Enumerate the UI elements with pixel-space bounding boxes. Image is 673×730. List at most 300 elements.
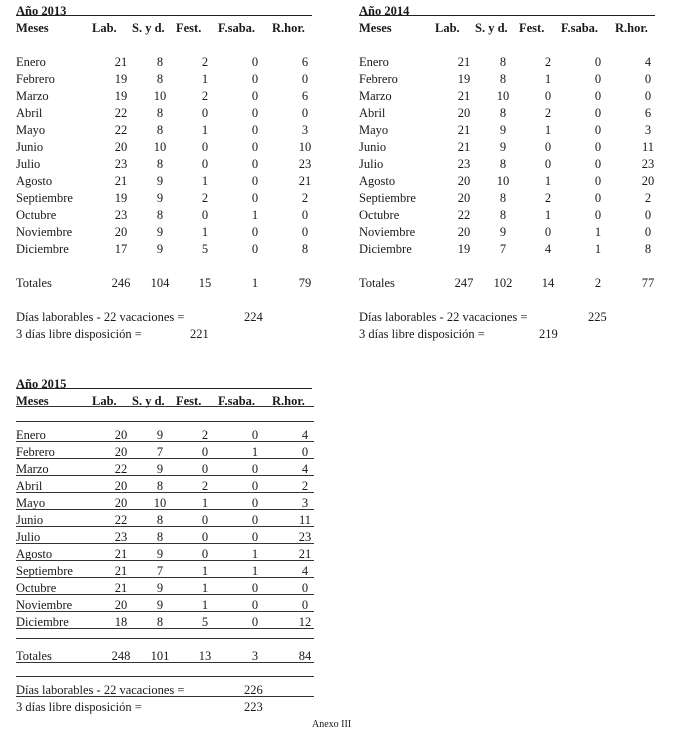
cell-fest: 0 (201, 530, 209, 544)
cell-syd: 8 (499, 72, 507, 86)
cell-fest: 1 (201, 72, 209, 86)
month-name: Junio (16, 513, 44, 527)
cell-fest: 1 (544, 208, 552, 222)
cell-syd: 8 (499, 106, 507, 120)
column-header: Fest. (176, 394, 202, 408)
cell-fest: 0 (201, 208, 209, 222)
cell-lab: 20 (457, 174, 471, 188)
cell-syd: 10 (153, 89, 167, 103)
cell-lab: 21 (114, 55, 128, 69)
cell-fsab: 0 (251, 72, 259, 86)
cell-rhor: 0 (301, 106, 309, 120)
cell-fsab: 0 (251, 479, 259, 493)
cell-fest: 0 (201, 445, 209, 459)
total-fsab: 2 (594, 276, 602, 290)
cell-fest: 4 (544, 242, 552, 256)
month-name: Abril (16, 479, 43, 493)
total-syd: 104 (150, 276, 170, 290)
cell-fest: 0 (201, 513, 209, 527)
month-name: Agosto (359, 174, 396, 188)
cell-syd: 9 (156, 581, 164, 595)
cell-syd: 9 (156, 547, 164, 561)
month-name: Junio (16, 140, 44, 154)
cell-lab: 22 (114, 123, 128, 137)
totals-label: Totales (16, 276, 52, 290)
cell-syd: 7 (156, 564, 164, 578)
summary-value: 223 (244, 700, 263, 714)
column-header: S. y d. (132, 394, 165, 408)
cell-fsab: 0 (594, 140, 602, 154)
cell-syd: 8 (156, 513, 164, 527)
cell-syd: 9 (156, 598, 164, 612)
cell-rhor: 0 (301, 208, 309, 222)
row-rule (16, 560, 314, 561)
cell-rhor: 4 (301, 462, 309, 476)
cell-syd: 8 (499, 55, 507, 69)
cell-fsab: 0 (594, 157, 602, 171)
cell-rhor: 3 (644, 123, 652, 137)
month-name: Octubre (359, 208, 400, 222)
cell-rhor: 23 (298, 530, 312, 544)
cell-fsab: 0 (594, 55, 602, 69)
table-row (16, 55, 316, 72)
summary-value: 221 (190, 327, 209, 341)
row-rule (16, 628, 314, 629)
cell-rhor: 4 (301, 564, 309, 578)
cell-rhor: 0 (644, 72, 652, 86)
table-row (16, 225, 316, 242)
table-row (16, 208, 316, 225)
cell-rhor: 23 (298, 157, 312, 171)
cell-fest: 1 (201, 174, 209, 188)
table-row (16, 547, 316, 564)
column-header: Meses (16, 394, 49, 408)
table-row (359, 242, 659, 259)
cell-lab: 20 (114, 428, 128, 442)
cell-rhor: 21 (298, 174, 312, 188)
summary-value: 225 (588, 310, 607, 324)
totals-rule (16, 676, 314, 677)
year-title: Año 2013 (16, 4, 67, 18)
table-row (16, 242, 316, 259)
year-title: Año 2014 (359, 4, 410, 18)
column-header: F.saba. (561, 21, 599, 35)
cell-lab: 21 (114, 547, 128, 561)
totals-label: Totales (359, 276, 395, 290)
cell-syd: 9 (499, 123, 507, 137)
cell-fest: 2 (201, 428, 209, 442)
summary-label: 3 días libre disposición = (16, 327, 142, 341)
table-row (16, 615, 316, 632)
cell-lab: 23 (114, 157, 128, 171)
cell-lab: 21 (457, 140, 471, 154)
cell-rhor: 4 (301, 428, 309, 442)
column-header: F.saba. (218, 394, 256, 408)
cell-fsab: 0 (594, 89, 602, 103)
cell-syd: 8 (156, 479, 164, 493)
cell-lab: 20 (457, 191, 471, 205)
totals-row (16, 276, 316, 293)
cell-fest: 0 (544, 157, 552, 171)
month-name: Mayo (359, 123, 389, 137)
annex-footer: Anexo III (312, 719, 352, 730)
total-lab: 247 (454, 276, 474, 290)
table-row (16, 513, 316, 530)
cell-fest: 2 (201, 55, 209, 69)
cell-rhor: 6 (301, 89, 309, 103)
cell-syd: 7 (499, 242, 507, 256)
month-name: Abril (16, 106, 43, 120)
month-name: Febrero (16, 445, 55, 459)
column-header: Lab. (92, 21, 117, 35)
cell-fest: 2 (201, 479, 209, 493)
summary-label: Días laborables - 22 vacaciones = (359, 310, 528, 324)
cell-lab: 22 (114, 513, 128, 527)
total-lab: 246 (111, 276, 131, 290)
cell-fsab: 0 (251, 140, 259, 154)
table-row (16, 530, 316, 547)
header-rule (16, 421, 314, 422)
cell-rhor: 2 (301, 191, 309, 205)
cell-fest: 1 (201, 496, 209, 510)
cell-rhor: 6 (301, 55, 309, 69)
cell-fest: 1 (201, 581, 209, 595)
cell-rhor: 21 (298, 547, 312, 561)
cell-rhor: 12 (298, 615, 312, 629)
cell-syd: 9 (499, 225, 507, 239)
month-name: Enero (359, 55, 389, 69)
cell-fsab: 0 (251, 242, 259, 256)
cell-fest: 0 (544, 225, 552, 239)
total-rhor: 84 (298, 649, 312, 663)
cell-fest: 0 (201, 140, 209, 154)
cell-fsab: 0 (594, 174, 602, 188)
month-name: Mayo (16, 496, 46, 510)
cell-lab: 23 (457, 157, 471, 171)
cell-rhor: 2 (644, 191, 652, 205)
cell-lab: 18 (114, 615, 128, 629)
cell-fsab: 0 (251, 530, 259, 544)
cell-fsab: 0 (594, 191, 602, 205)
cell-syd: 9 (499, 140, 507, 154)
cell-rhor: 0 (644, 225, 652, 239)
row-rule (16, 543, 314, 544)
cell-lab: 22 (457, 208, 471, 222)
cell-rhor: 20 (641, 174, 655, 188)
cell-fest: 0 (201, 547, 209, 561)
column-header: Lab. (92, 394, 117, 408)
cell-fest: 5 (201, 615, 209, 629)
table-row (16, 106, 316, 123)
table-row (359, 89, 659, 106)
cell-lab: 22 (114, 106, 128, 120)
year-table (16, 377, 316, 722)
month-name: Julio (16, 157, 41, 171)
total-rhor: 77 (641, 276, 655, 290)
month-name: Noviembre (16, 598, 73, 612)
cell-fsab: 0 (251, 157, 259, 171)
row-rule (16, 509, 314, 510)
cell-lab: 19 (114, 191, 128, 205)
cell-fsab: 0 (594, 72, 602, 86)
cell-syd: 8 (156, 530, 164, 544)
cell-lab: 20 (114, 445, 128, 459)
table-row (359, 191, 659, 208)
month-name: Noviembre (16, 225, 73, 239)
table-row (16, 123, 316, 140)
month-name: Julio (16, 530, 41, 544)
month-name: Diciembre (16, 615, 69, 629)
cell-fest: 2 (201, 191, 209, 205)
cell-syd: 9 (156, 428, 164, 442)
summary-label: Días laborables - 22 vacaciones = (16, 310, 185, 324)
column-header: Fest. (176, 21, 202, 35)
month-name: Noviembre (359, 225, 416, 239)
cell-lab: 21 (457, 55, 471, 69)
cell-fsab: 0 (251, 496, 259, 510)
cell-lab: 19 (457, 242, 471, 256)
cell-fest: 1 (544, 72, 552, 86)
cell-lab: 21 (114, 581, 128, 595)
table-row (16, 581, 316, 598)
cell-fsab: 0 (251, 89, 259, 103)
cell-rhor: 11 (641, 140, 655, 154)
cell-lab: 20 (457, 106, 471, 120)
column-header: Fest. (519, 21, 545, 35)
cell-fsab: 0 (251, 513, 259, 527)
cell-syd: 10 (496, 174, 510, 188)
cell-lab: 20 (457, 225, 471, 239)
cell-fsab: 0 (251, 55, 259, 69)
total-syd: 101 (150, 649, 170, 663)
summary-value: 226 (244, 683, 263, 697)
cell-fsab: 0 (594, 106, 602, 120)
cell-fsab: 0 (251, 462, 259, 476)
summary-label: Días laborables - 22 vacaciones = (16, 683, 185, 697)
cell-rhor: 3 (301, 123, 309, 137)
totals-label: Totales (16, 649, 52, 663)
table-header (16, 21, 316, 38)
totals-rule (16, 662, 314, 663)
cell-fest: 2 (201, 89, 209, 103)
cell-rhor: 8 (644, 242, 652, 256)
column-header: Meses (359, 21, 392, 35)
cell-syd: 8 (156, 208, 164, 222)
cell-fsab: 0 (251, 191, 259, 205)
cell-syd: 9 (156, 462, 164, 476)
column-header: S. y d. (132, 21, 165, 35)
row-rule (16, 594, 314, 595)
row-rule (16, 492, 314, 493)
cell-syd: 8 (156, 123, 164, 137)
month-name: Septiembre (359, 191, 416, 205)
table-row (359, 72, 659, 89)
column-header: R.hor. (615, 21, 648, 35)
cell-syd: 10 (153, 496, 167, 510)
cell-rhor: 8 (301, 242, 309, 256)
totals-row (16, 649, 316, 666)
cell-lab: 20 (114, 225, 128, 239)
cell-syd: 9 (156, 225, 164, 239)
cell-fest: 5 (201, 242, 209, 256)
cell-fest: 0 (544, 89, 552, 103)
cell-fsab: 0 (251, 428, 259, 442)
cell-rhor: 0 (301, 598, 309, 612)
column-header: S. y d. (475, 21, 508, 35)
row-rule (16, 577, 314, 578)
column-header: F.saba. (218, 21, 256, 35)
month-name: Marzo (16, 462, 49, 476)
month-name: Septiembre (16, 191, 73, 205)
cell-syd: 8 (156, 615, 164, 629)
cell-lab: 20 (114, 140, 128, 154)
cell-fsab: 0 (251, 598, 259, 612)
table-row (359, 174, 659, 191)
month-name: Febrero (359, 72, 398, 86)
summary-label: 3 días libre disposición = (16, 700, 142, 714)
summary-value: 219 (539, 327, 558, 341)
cell-syd: 8 (156, 106, 164, 120)
table-row (16, 445, 316, 462)
cell-lab: 19 (114, 72, 128, 86)
cell-syd: 8 (499, 208, 507, 222)
table-row (16, 157, 316, 174)
cell-rhor: 0 (301, 581, 309, 595)
month-name: Abril (359, 106, 386, 120)
total-rhor: 79 (298, 276, 312, 290)
cell-lab: 19 (114, 89, 128, 103)
month-name: Diciembre (359, 242, 412, 256)
row-rule (16, 526, 314, 527)
summary-value: 224 (244, 310, 263, 324)
month-name: Enero (16, 428, 46, 442)
table-row (16, 598, 316, 615)
year-table (359, 4, 659, 349)
cell-fest: 1 (544, 123, 552, 137)
cell-lab: 20 (114, 479, 128, 493)
total-syd: 102 (493, 276, 513, 290)
totals-top-rule (16, 638, 314, 639)
cell-rhor: 0 (644, 89, 652, 103)
cell-fsab: 0 (594, 123, 602, 137)
free-days-summary (359, 327, 659, 343)
cell-syd: 10 (153, 140, 167, 154)
title-rule (16, 388, 312, 389)
cell-lab: 20 (114, 598, 128, 612)
cell-rhor: 3 (301, 496, 309, 510)
cell-fsab: 0 (251, 106, 259, 120)
cell-syd: 9 (156, 242, 164, 256)
table-header (16, 394, 316, 411)
table-row (359, 225, 659, 242)
row-rule (16, 475, 314, 476)
total-fest: 15 (198, 276, 212, 290)
month-name: Enero (16, 55, 46, 69)
table-row (16, 89, 316, 106)
cell-fsab: 1 (251, 445, 259, 459)
column-header: R.hor. (272, 21, 305, 35)
table-row (359, 55, 659, 72)
table-row (16, 72, 316, 89)
header-rule (16, 406, 314, 407)
cell-fest: 1 (201, 123, 209, 137)
cell-syd: 8 (156, 157, 164, 171)
cell-fsab: 1 (594, 242, 602, 256)
table-row (359, 140, 659, 157)
cell-fest: 1 (201, 564, 209, 578)
cell-lab: 21 (457, 89, 471, 103)
table-row (16, 191, 316, 208)
summary-label: 3 días libre disposición = (359, 327, 485, 341)
cell-rhor: 11 (298, 513, 312, 527)
table-row (16, 479, 316, 496)
column-header: R.hor. (272, 394, 305, 408)
cell-fest: 0 (544, 140, 552, 154)
cell-fsab: 1 (251, 564, 259, 578)
month-name: Octubre (16, 581, 57, 595)
cell-syd: 10 (496, 89, 510, 103)
cell-lab: 23 (114, 530, 128, 544)
cell-fest: 0 (201, 106, 209, 120)
cell-lab: 17 (114, 242, 128, 256)
cell-fest: 0 (201, 157, 209, 171)
table-row (359, 106, 659, 123)
cell-fest: 2 (544, 106, 552, 120)
cell-fsab: 1 (594, 225, 602, 239)
cell-syd: 8 (499, 191, 507, 205)
total-fsab: 1 (251, 276, 259, 290)
table-header (359, 21, 659, 38)
cell-fest: 2 (544, 55, 552, 69)
table-row (359, 157, 659, 174)
table-row (16, 564, 316, 581)
cell-lab: 21 (114, 174, 128, 188)
cell-rhor: 6 (644, 106, 652, 120)
table-row (16, 428, 316, 445)
cell-syd: 8 (499, 157, 507, 171)
cell-rhor: 0 (301, 445, 309, 459)
cell-lab: 21 (457, 123, 471, 137)
month-name: Julio (359, 157, 384, 171)
month-name: Mayo (16, 123, 46, 137)
cell-fsab: 0 (251, 123, 259, 137)
cell-fest: 1 (544, 174, 552, 188)
cell-fsab: 0 (251, 174, 259, 188)
cell-fsab: 0 (251, 581, 259, 595)
row-rule (16, 458, 314, 459)
column-header: Meses (16, 21, 49, 35)
cell-lab: 20 (114, 496, 128, 510)
cell-lab: 22 (114, 462, 128, 476)
table-row (359, 208, 659, 225)
cell-fsab: 1 (251, 208, 259, 222)
month-name: Octubre (16, 208, 57, 222)
title-rule (16, 15, 312, 16)
column-header: Lab. (435, 21, 460, 35)
total-fest: 13 (198, 649, 212, 663)
cell-syd: 9 (156, 191, 164, 205)
cell-fest: 2 (544, 191, 552, 205)
cell-fsab: 1 (251, 547, 259, 561)
cell-rhor: 2 (301, 479, 309, 493)
table-row (16, 174, 316, 191)
month-name: Septiembre (16, 564, 73, 578)
total-lab: 248 (111, 649, 131, 663)
cell-lab: 19 (457, 72, 471, 86)
workdays-summary (359, 310, 659, 326)
cell-fsab: 0 (251, 615, 259, 629)
row-rule (16, 611, 314, 612)
